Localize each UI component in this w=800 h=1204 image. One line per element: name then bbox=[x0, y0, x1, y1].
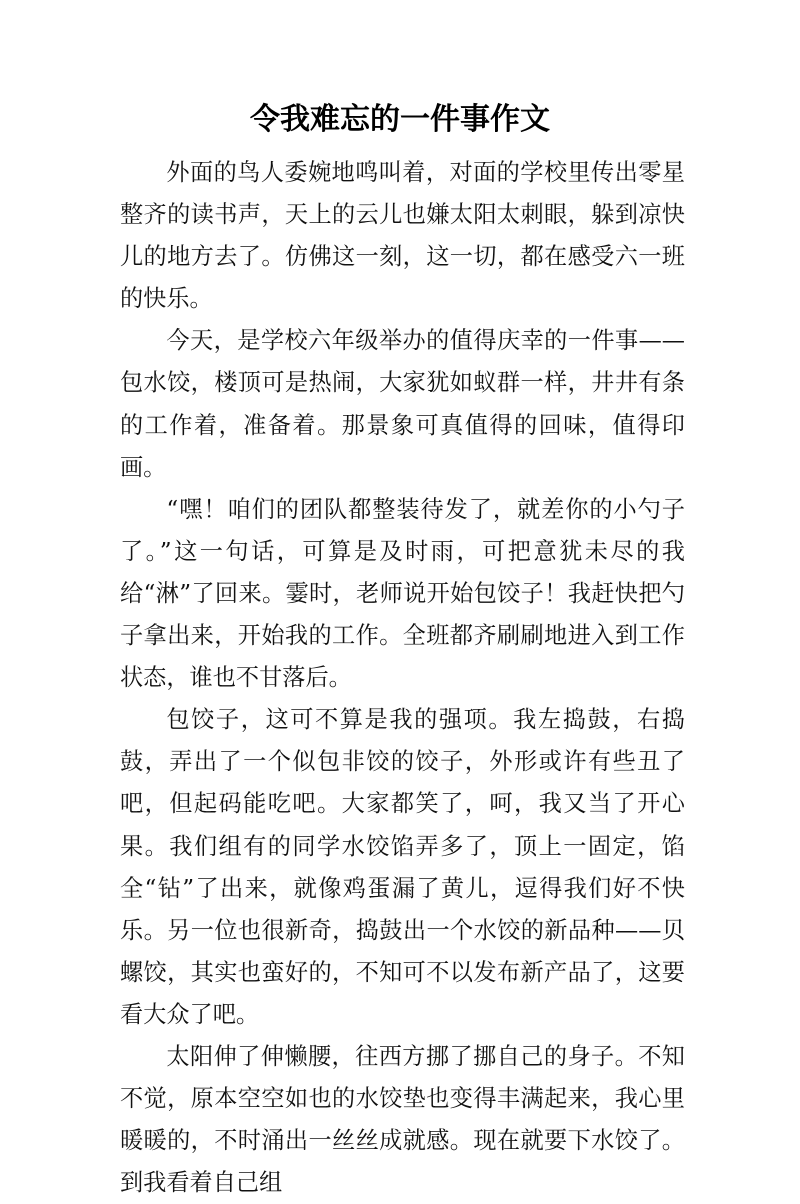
paragraph-1: 外面的鸟人委婉地鸣叫着，对面的学校里传出零星整齐的读书声，天上的云儿也嫌太阳太刺眼，躲到凉快儿的地方去了。仿佛这一刻，这一切，都在感受六一班的快乐。 bbox=[120, 159, 685, 313]
paragraph-2: 今天，是学校六年级举办的值得庆幸的一件事——包水饺，楼顶可是热闹，大家犹如蚁群一样，井井有条的工作着，准备着。那景象可真值得的回味，值得印画。 bbox=[120, 327, 685, 481]
paragraph-5: 太阳伸了伸懒腰，往西方挪了挪自己的身子。不知不觉，原本空空如也的水饺垫也变得丰满起来，我心里暖暖的，不时涌出一丝丝成就感。现在就要下水饺了。到我看着自己组 bbox=[120, 1042, 685, 1197]
document-body bbox=[120, 152, 685, 1204]
document-title: 令我难忘的一件事作文 bbox=[250, 102, 550, 137]
paragraph-4: 包饺子，这可不算是我的强项。我左捣鼓，右捣鼓，弄出了一个似包非饺的饺子，外形或许有些丑了吧，但起码能吃吧。大家都笑了，呵，我又当了开心果。我们组有的同学水饺馅弄多了，顶上一固定，馅全“钻”了出来，就像鸡蛋漏了黄儿，逗得我们好不快乐。另一位也很新奇，捣鼓出一个水饺的新品种——贝螺饺，其实也蛮好的，不知可不以发布新产品了，这要看大众了吧。 bbox=[120, 706, 685, 1028]
paragraph-3: “嘿！咱们的团队都整装待发了，就差你的小勺子了。”这一句话，可算是及时雨，可把意犹未尽的我给“淋”了回来。霎时，老师说开始包饺子！我赶快把勺子拿出来，开始我的工作。全班都齐刷刷地进入到工作状态，谁也不甘落后。 bbox=[120, 495, 685, 692]
